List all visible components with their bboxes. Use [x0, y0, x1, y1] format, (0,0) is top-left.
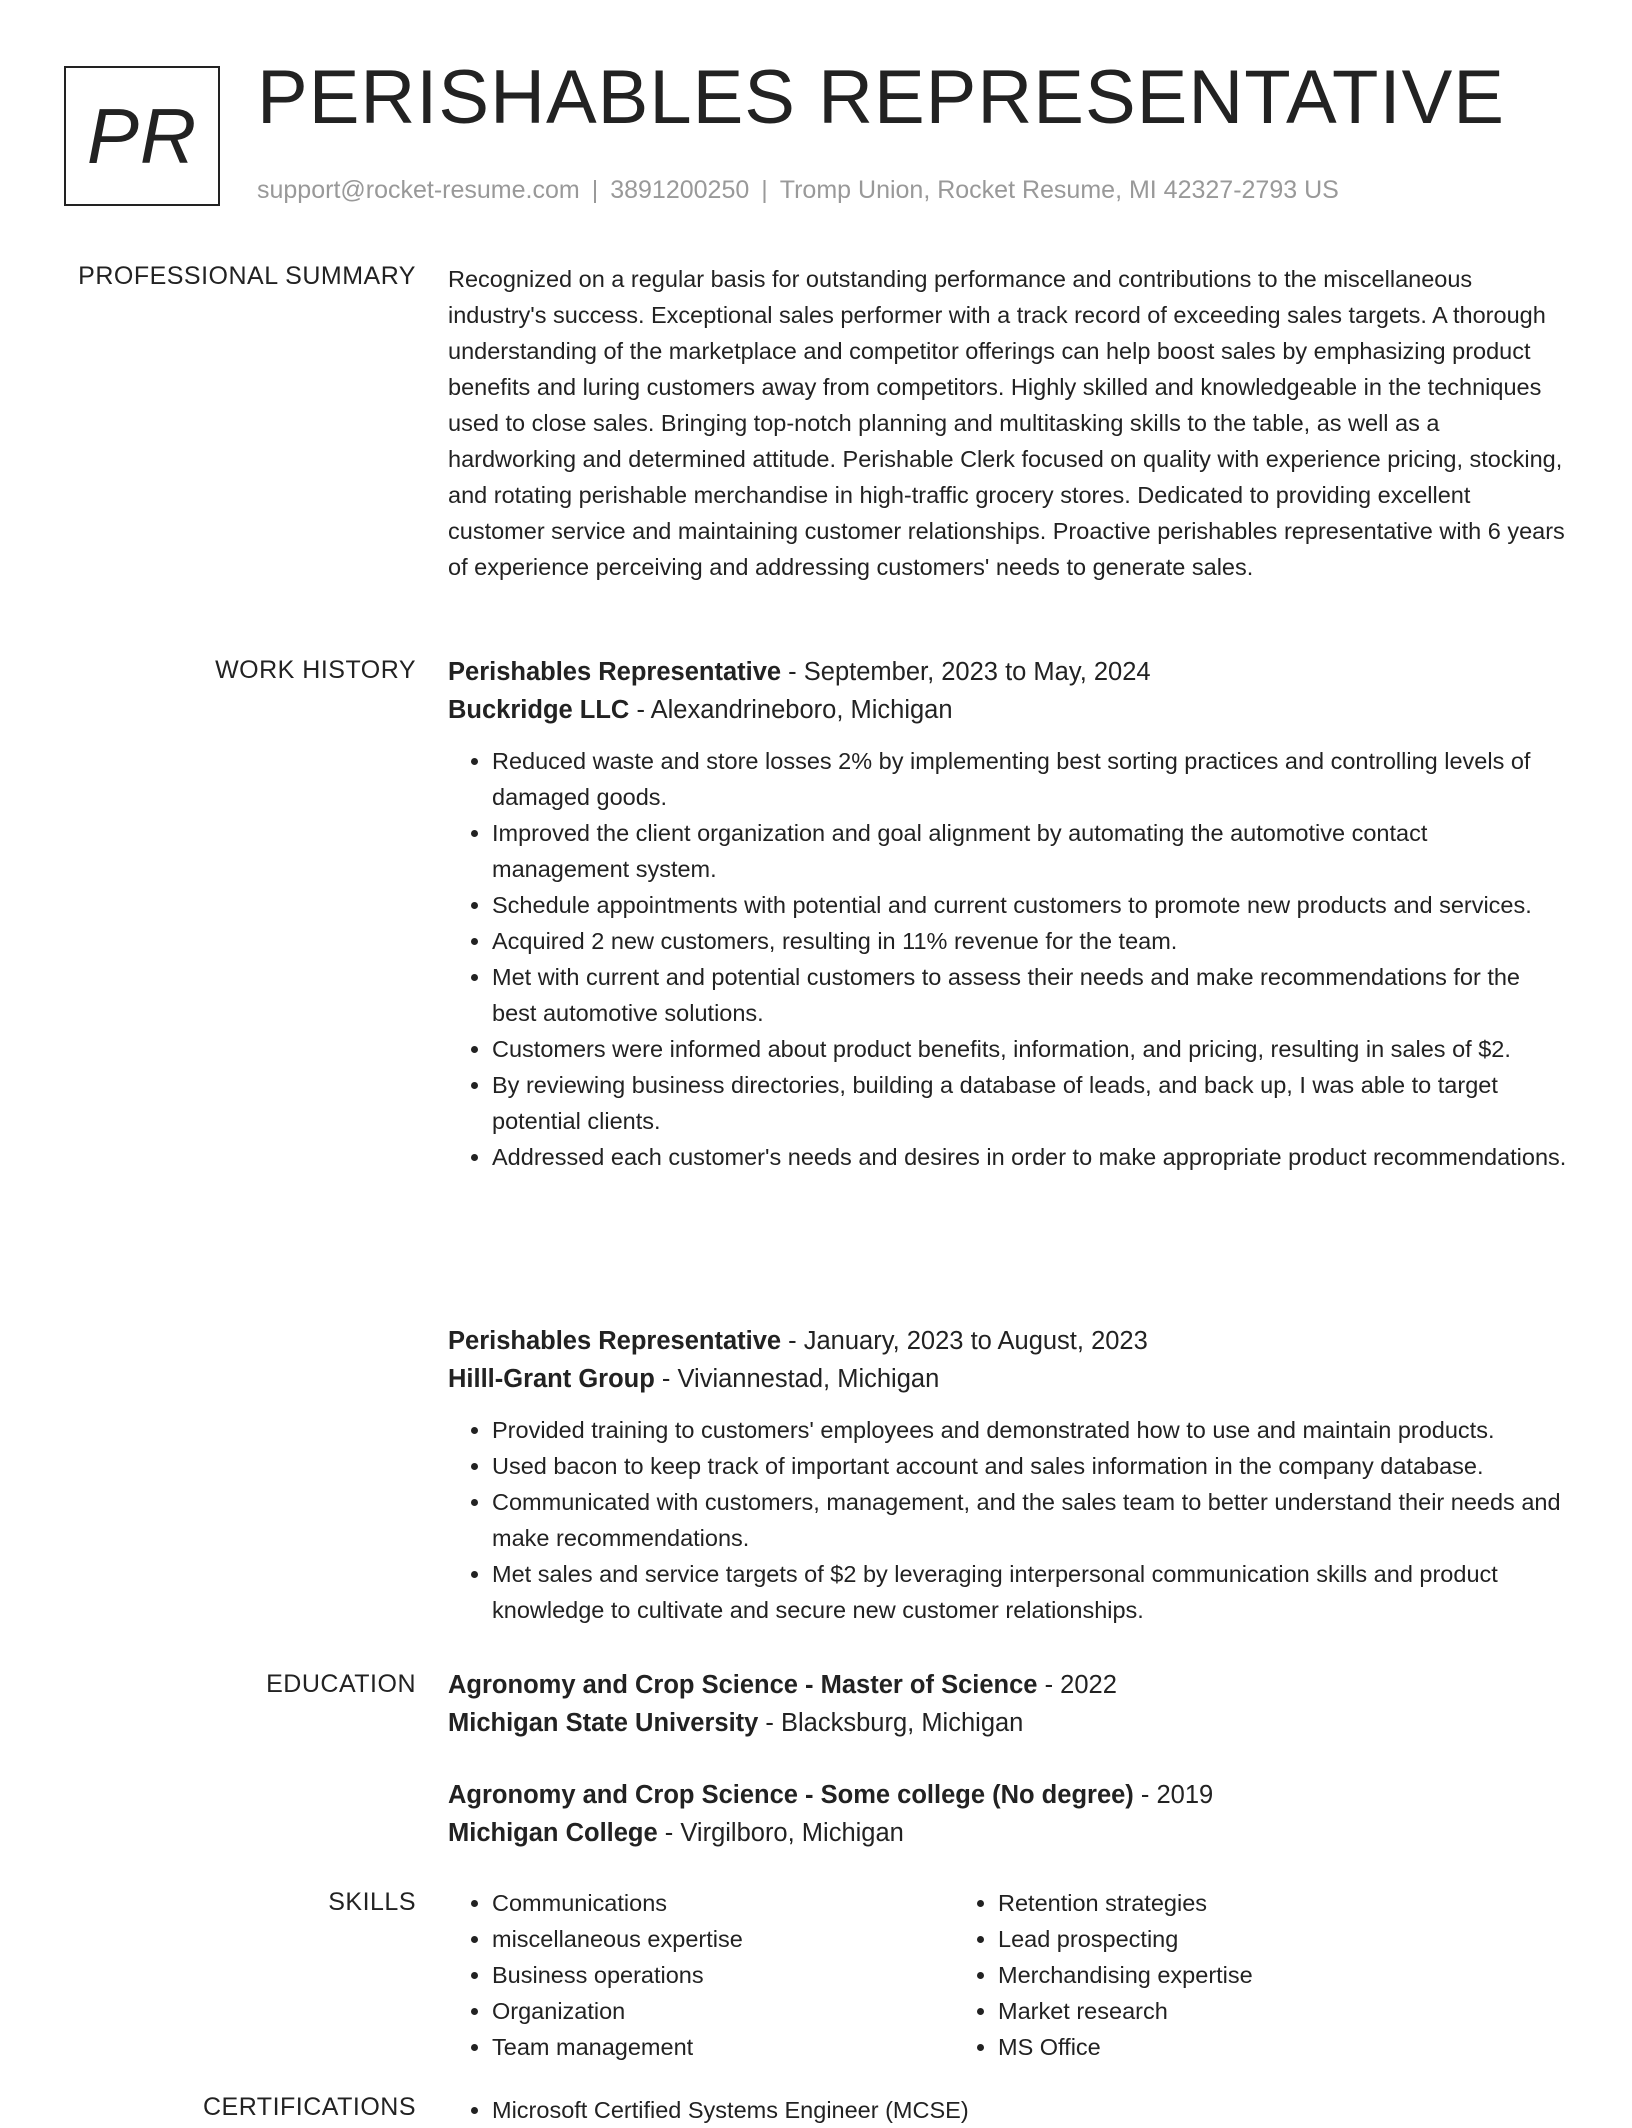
degree-year: - 2019	[1133, 1781, 1214, 1809]
school-location: - Virgilboro, Michigan	[657, 1819, 904, 1847]
list-item: • MS Office	[998, 2029, 1460, 2065]
job-bullets	[448, 743, 1570, 1175]
education-item-2	[448, 1776, 1570, 1852]
list-item: • Reduced waste and store losses 2% by implementing best sorting practices and controlling levels of damaged goods.	[492, 743, 1570, 815]
certifications-section	[448, 2092, 1570, 2128]
section-label-work-history: WORK HISTORY	[215, 656, 416, 684]
list-item: • Met sales and service targets of $2 by leveraging interpersonal communication skills and product knowledge to cultivate and secure new customer relationships.	[492, 1556, 1570, 1628]
degree-line	[448, 1776, 1570, 1814]
list-item: • Organization	[492, 1993, 954, 2029]
work-job-1	[448, 653, 1570, 1175]
job-title: Perishables Representative	[448, 658, 782, 686]
section-label-education: EDUCATION	[266, 1670, 416, 1698]
list-item: • Merchandising expertise	[998, 1957, 1460, 1993]
company-location: - Alexandrineboro, Michigan	[629, 696, 953, 724]
school-name: Michigan State University	[448, 1709, 759, 1737]
job-bullets	[448, 1412, 1570, 1628]
summary-text: Recognized on a regular basis for outstanding performance and contributions to the miscellaneous industry's success. Exceptional sales performer with a track record of exceeding sales targets. A thorough understanding of the marketplace and competitor offerings can help boost sales by emphasizing product benefits and luring customers away from competitors. Highly skilled and knowledgeable in the techniques used to close sales. Bringing top-notch planning and multitasking skills to the table, as well as a hardworking and determined attitude. Perishable Clerk focused on quality with experience pricing, stocking, and rotating perishable merchandise in high-traffic grocery stores. Dedicated to providing excellent customer service and maintaining customer relationships. Proactive perishables representative with 6 years of experience perceiving and addressing customers' needs to generate sales.	[448, 266, 1565, 580]
list-item: • Microsoft Certified Systems Engineer (MCSE)	[492, 2092, 1570, 2128]
job-company-line	[448, 1360, 1570, 1398]
work-job-2	[448, 1322, 1570, 1628]
contact-line	[257, 176, 1339, 205]
separator: |	[591, 176, 599, 204]
list-item: • Market research	[998, 1993, 1460, 2029]
list-item: • Provided training to customers' employees and demonstrated how to use and maintain products.	[492, 1412, 1570, 1448]
job-title-line	[448, 1322, 1570, 1360]
degree-line	[448, 1666, 1570, 1704]
list-item: • Business operations	[492, 1957, 954, 1993]
list-item: • Schedule appointments with potential and current customers to promote new products and services.	[492, 887, 1570, 923]
list-item: • By reviewing business directories, building a database of leads, and back up, I was able to target potential clients.	[492, 1067, 1570, 1139]
email[interactable]: support@rocket-resume.com	[257, 176, 580, 204]
school-name: Michigan College	[448, 1819, 658, 1847]
degree: Agronomy and Crop Science - Master of Science	[448, 1671, 1038, 1699]
list-item: • Communicated with customers, management, and the sales team to better understand their needs and make recommendations.	[492, 1484, 1570, 1556]
company-name: Buckridge LLC	[448, 696, 630, 724]
resume-title: PERISHABLES REPRESENTATIVE	[257, 55, 1505, 140]
school-location: - Blacksburg, Michigan	[758, 1709, 1024, 1737]
separator: |	[761, 176, 768, 204]
section-label-certifications: CERTIFICATIONS	[202, 2093, 416, 2121]
education-item-1	[448, 1666, 1570, 1742]
list-item: • miscellaneous expertise	[492, 1921, 954, 1957]
job-company-line	[448, 691, 1570, 729]
company-location: - Viviannestad, Michigan	[654, 1365, 940, 1393]
job-dates: - January, 2023 to August, 2023	[781, 1327, 1148, 1355]
skills-column-right	[954, 1885, 1460, 2065]
list-item: • Customers were informed about product benefits, information, and pricing, resulting in sales of $2.	[492, 1031, 1570, 1067]
list-item: • Improved the client organization and goal alignment by automating the automotive contact management system.	[492, 815, 1570, 887]
school-line	[448, 1814, 1570, 1852]
job-title: Perishables Representative	[448, 1327, 782, 1355]
section-label-summary: PROFESSIONAL SUMMARY	[78, 262, 416, 290]
list-item: • Used bacon to keep track of important account and sales information in the company database.	[492, 1448, 1570, 1484]
address: Tromp Union, Rocket Resume, MI 42327-2793 US	[779, 176, 1339, 204]
summary-section	[448, 261, 1570, 585]
monogram: PR	[64, 66, 220, 206]
skills-column-left	[448, 1885, 954, 2065]
phone: 3891200250	[610, 176, 750, 204]
section-label-skills: SKILLS	[328, 1888, 416, 1916]
list-item: • Communications	[492, 1885, 954, 1921]
job-title-line	[448, 653, 1570, 691]
company-name: Hilll-Grant Group	[448, 1365, 655, 1393]
degree: Agronomy and Crop Science - Some college (No degree)	[448, 1781, 1134, 1809]
list-item: • Retention strategies	[998, 1885, 1460, 1921]
list-item: • Acquired 2 new customers, resulting in 11% revenue for the team.	[492, 923, 1570, 959]
certifications-list	[448, 2092, 1570, 2128]
list-item: • Met with current and potential customers to assess their needs and make recommendations for the best automotive solutions.	[492, 959, 1570, 1031]
school-line	[448, 1704, 1570, 1742]
list-item: • Addressed each customer's needs and desires in order to make appropriate product recommendations.	[492, 1139, 1570, 1175]
skills-section	[448, 1885, 1570, 2065]
job-dates: - September, 2023 to May, 2024	[781, 658, 1151, 686]
degree-year: - 2022	[1037, 1671, 1117, 1699]
list-item: • Lead prospecting	[998, 1921, 1460, 1957]
list-item: • Team management	[492, 2029, 954, 2065]
